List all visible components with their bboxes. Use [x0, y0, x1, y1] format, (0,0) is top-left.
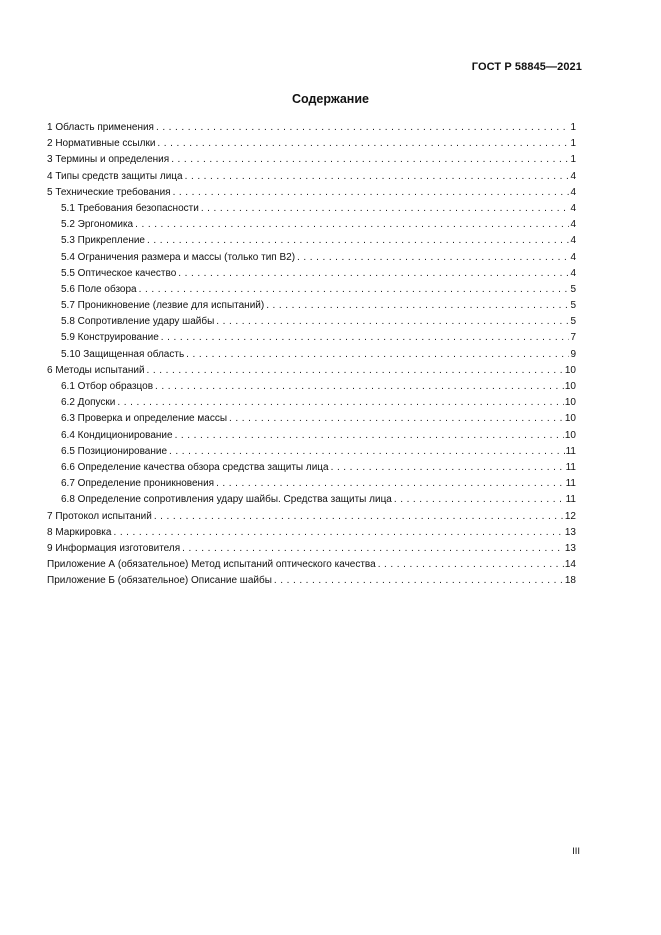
toc-entry-page: 4	[570, 202, 576, 214]
toc-entry-page: 1	[570, 154, 576, 166]
toc-entry-page: 11	[565, 461, 576, 473]
table-of-contents	[47, 120, 576, 589]
toc-entry-label: 6.4 Кондиционирование	[61, 429, 173, 441]
toc-dot-leader	[216, 314, 569, 330]
toc-dot-leader	[169, 444, 565, 460]
toc-entry-page: 1	[570, 122, 576, 133]
toc-entry-label: 6.5 Позиционирование	[61, 445, 168, 457]
toc-entry[interactable]	[47, 185, 576, 201]
toc-dot-leader	[139, 282, 570, 298]
toc-dot-leader	[147, 363, 564, 379]
toc-entry[interactable]	[47, 169, 576, 185]
toc-entry[interactable]	[47, 460, 576, 476]
toc-entry-page: 7	[570, 332, 576, 344]
toc-entry-page: 11	[565, 445, 576, 457]
toc-entry-label: 5.10 Защищенная область	[61, 348, 185, 360]
toc-entry-page: 12	[564, 510, 576, 522]
toc-dot-leader	[147, 233, 569, 249]
toc-entry-label: 5.8 Сопротивление удару шайбы	[61, 316, 215, 328]
toc-entry-label: 5.2 Эргономика	[61, 219, 134, 231]
toc-entry-page: 11	[565, 494, 576, 506]
toc-entry-label: 6.3 Проверка и определение массы	[61, 413, 228, 425]
toc-dot-leader	[161, 330, 570, 346]
toc-entry[interactable]	[47, 266, 576, 282]
toc-entry[interactable]	[47, 363, 576, 379]
toc-entry-page: 10	[564, 364, 576, 376]
toc-entry-label: 6.6 Определение качества обзора средства защиты лица	[61, 461, 329, 473]
page-title: Содержание	[291, 92, 369, 106]
toc-entry-page: 4	[570, 186, 576, 198]
toc-dot-leader	[113, 525, 563, 541]
toc-entry-page: 5	[570, 316, 576, 328]
toc-dot-leader	[156, 120, 569, 136]
toc-dot-leader	[117, 395, 563, 411]
toc-entry-label: 5.9 Конструирование	[61, 332, 159, 344]
toc-entry[interactable]	[47, 525, 576, 541]
toc-entry-label: 2 Нормативные ссылки	[47, 138, 156, 150]
toc-entry[interactable]	[47, 217, 576, 233]
toc-entry-label: 9 Информация изготовителя	[47, 542, 181, 554]
toc-entry[interactable]	[47, 250, 576, 266]
toc-dot-leader	[171, 152, 569, 168]
toc-entry[interactable]	[47, 509, 576, 525]
toc-entry-label: 3 Термины и определения	[47, 154, 170, 166]
toc-entry[interactable]	[47, 379, 576, 395]
toc-entry[interactable]	[47, 152, 576, 168]
toc-entry-page: 5	[570, 283, 576, 295]
toc-entry[interactable]	[47, 347, 576, 363]
toc-entry[interactable]	[47, 541, 576, 557]
document-header: ГОСТ Р 58845—2021	[471, 61, 582, 73]
toc-entry-label: Приложение Б (обязательное) Описание шайбы	[47, 575, 272, 587]
toc-dot-leader	[186, 347, 569, 363]
toc-entry-page: 10	[564, 413, 576, 425]
toc-entry-page: 4	[570, 219, 576, 231]
toc-entry-label: 5.7 Проникновение (лезвие для испытаний)	[61, 300, 265, 312]
toc-dot-leader	[178, 266, 569, 282]
toc-entry-label: 7 Протокол испытаний	[47, 510, 152, 522]
toc-entry-label: 6.1 Отбор образцов	[61, 381, 154, 392]
toc-entry-label: 5.1 Требования безопасности	[61, 202, 199, 214]
toc-entry-label: 6 Методы испытаний	[47, 364, 145, 376]
toc-entry-page: 11	[565, 478, 576, 490]
toc-dot-leader	[229, 411, 564, 427]
toc-dot-leader	[155, 379, 564, 395]
toc-entry[interactable]	[47, 330, 576, 346]
toc-dot-leader	[331, 460, 565, 476]
toc-entry-label: 8 Маркировка	[47, 526, 112, 538]
toc-entry-page: 13	[564, 526, 576, 538]
toc-dot-leader	[394, 492, 565, 508]
toc-entry-page: 14	[564, 559, 576, 571]
toc-entry[interactable]	[47, 282, 576, 298]
toc-entry-label: 5.4 Ограничения размера и массы (только тип В2)	[61, 251, 296, 263]
toc-entry-page: 4	[570, 251, 576, 263]
toc-entry-page: 4	[570, 267, 576, 279]
toc-entry[interactable]	[47, 492, 576, 508]
toc-entry-label: 6.7 Определение проникновения	[61, 478, 215, 490]
toc-entry-page: 18	[564, 575, 576, 587]
toc-dot-leader	[216, 476, 565, 492]
toc-entry-page: 5	[570, 300, 576, 312]
toc-entry-label: 6.8 Определение сопротивления удару шайбы. Средства защиты лица	[61, 494, 392, 506]
toc-entry-page: 4	[570, 170, 576, 182]
toc-dot-leader	[154, 509, 564, 525]
toc-dot-leader	[185, 169, 570, 185]
toc-entry-page: 1	[570, 138, 576, 150]
toc-entry[interactable]	[47, 120, 576, 136]
toc-entry[interactable]	[47, 136, 576, 152]
toc-entry[interactable]	[47, 395, 576, 411]
toc-entry-page: 10	[564, 429, 576, 441]
toc-entry-label: 5.6 Поле обзора	[61, 283, 137, 295]
toc-entry[interactable]	[47, 573, 576, 589]
toc-dot-leader	[175, 428, 564, 444]
toc-entry-page: 10	[564, 381, 576, 392]
toc-dot-leader	[182, 541, 564, 557]
toc-entry-label: 4 Типы средств защиты лица	[47, 170, 183, 182]
page-number: III	[572, 846, 580, 857]
toc-entry-page: 13	[564, 542, 576, 554]
toc-entry-page: 10	[564, 397, 576, 409]
toc-entry[interactable]	[47, 428, 576, 444]
toc-dot-leader	[173, 185, 570, 201]
toc-entry-page: 9	[570, 348, 576, 360]
toc-dot-leader	[297, 250, 569, 266]
toc-entry[interactable]	[47, 298, 576, 314]
toc-dot-leader	[378, 557, 564, 573]
toc-entry-label: 5 Технические требования	[47, 186, 171, 198]
toc-dot-leader	[274, 573, 564, 589]
toc-entry-label: 5.3 Прикрепление	[61, 235, 145, 247]
toc-entry[interactable]	[47, 476, 576, 492]
toc-entry-label: Приложение А (обязательное) Метод испытаний оптического качества	[47, 559, 376, 571]
toc-entry-label: 6.2 Допуски	[61, 397, 116, 409]
toc-dot-leader	[135, 217, 569, 233]
toc-entry[interactable]	[47, 444, 576, 460]
toc-entry[interactable]	[47, 233, 576, 249]
toc-entry[interactable]	[47, 201, 576, 217]
toc-entry-label: 5.5 Оптическое качество	[61, 267, 177, 279]
toc-entry-page: 4	[570, 235, 576, 247]
toc-entry[interactable]	[47, 411, 576, 427]
toc-entry[interactable]	[47, 557, 576, 573]
toc-dot-leader	[157, 136, 569, 152]
toc-entry-label: 1 Область применения	[47, 122, 154, 133]
toc-dot-leader	[201, 201, 570, 217]
toc-dot-leader	[266, 298, 569, 314]
toc-entry[interactable]	[47, 314, 576, 330]
